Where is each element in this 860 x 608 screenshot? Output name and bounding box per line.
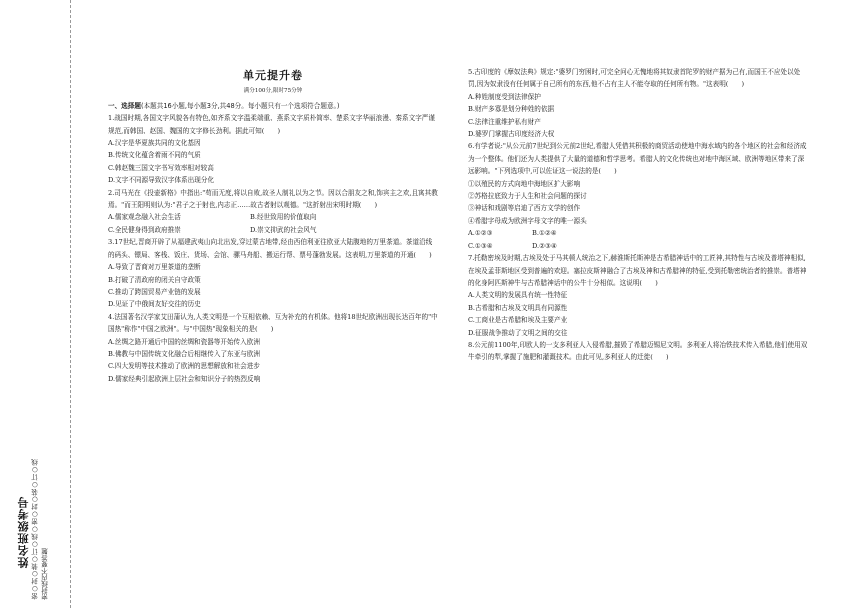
- question-3: [108, 236, 438, 310]
- options-row: [468, 227, 808, 239]
- question-stem: 7.托勒密埃及时期,古埃及处于马其顿人统治之下,赫淮斯托斯神是古希腊神话中的工匠神,其特性与古埃及普塔神相似,在埃及孟菲斯地区受到普遍的欢迎。塞拉皮斯神融合了古埃及神和古希腊神的特征,受到托勒密统治者的推崇。普塔神的化身阿匹斯神牛与古希腊神话中的公牛十分相似。这说明( ): [468, 254, 807, 287]
- option-a: A.①②③: [468, 229, 493, 238]
- option-d: D.文字不同源导致汉字体系出现分化: [108, 176, 215, 185]
- option-c: C.四大发明等技术推动了欧洲的思想解放和社会进步: [108, 362, 260, 371]
- question-stem: 3.17世纪,晋商开辟了从福建武夷山向北出发,穿过蒙古地带,经由西伯利亚往欧亚大陆腹地的万里茶道。茶道沿线的码头、镖局、客栈、饭庄、货场、会馆、骡马舟船、搬运行帮、票号蓬勃发展。这表明,万里茶道的开通( ): [108, 238, 433, 259]
- right-column: [468, 66, 808, 364]
- question-8: [468, 339, 808, 364]
- option-d: D.征服战争推动了文明之间的交往: [468, 328, 568, 337]
- option-a: A.汉字是华夏族共同的文化基因: [108, 139, 201, 148]
- question-4: [108, 311, 438, 385]
- option-c: C.①③④: [468, 241, 493, 250]
- option-a: A.人类文明的发展具有统一性特征: [468, 291, 568, 300]
- option-b: B.传统文化蕴含着雨不同的气质: [108, 151, 201, 160]
- option-b: B.打破了清政府的闭关自守政策: [108, 275, 201, 284]
- statement-3: ③神话和戏剧等启迪了西方文学的创作: [468, 204, 581, 213]
- option-b: B.经世致用的价值取向: [250, 213, 317, 222]
- name-class-id-label: 姓名班级考号: [17, 496, 30, 568]
- left-column: [108, 66, 438, 385]
- statement-2: ②苏格拉底致力于人生和社会问题的探讨: [468, 192, 587, 201]
- section-note: (本题共16小题,每小题3分,共48分。每小题只有一个选项符合题意。): [140, 101, 340, 110]
- statement-1: ①以殖民的方式向地中海地区扩大影响: [468, 179, 581, 188]
- question-stem: 4.法国著名汉学家艾田蒲认为,人类文明是一个互相依赖、互为补充的有机体。他将18世纪欧洲出现长达百年的"中国热"称作"中国之欧洲"。与"中国热"现象相关的是( ): [108, 312, 438, 334]
- seal-line-text: 密○封○装○订○线○密○封○装○订○线: [31, 459, 39, 600]
- option-a: A.导致了晋商对万里茶道的垄断: [108, 263, 201, 272]
- question-stem: 6.有学者说:"从公元前7世纪到公元前2世纪,希腊人凭借其积极的商贸活动使地中海水域内的各个地区的社会和经济成为一个整体。他们还为人类提供了大量的道德和哲学思考。希腊人的文化传统也对地中海区域、欧洲等地区带来了深远影响。"下列选项中,可以佐证这一说法的是( ): [468, 142, 807, 176]
- question-6: [468, 140, 808, 252]
- option-a: A.种姓制度受到法律保护: [468, 92, 541, 101]
- options-row: [108, 211, 438, 223]
- question-stem: 8.公元前1100年,印欧人的一支多利亚人入侵希腊,摧毁了希腊迈锡尼文明。多利亚人将冶铁技术传入希腊,他们使用双牛牵引的犁,掌握了施肥和灌溉技术。由此可见,多利亚人的迁徙( ): [468, 340, 808, 362]
- option-b: B.古希腊和古埃及文明具有同源性: [468, 303, 568, 312]
- option-d: D.婆罗门掌握古印度经济大权: [468, 130, 555, 139]
- question-7: [468, 252, 808, 339]
- option-a: A.丝绸之路开通后中国的丝绸和瓷器等开始传入欧洲: [108, 337, 260, 346]
- question-stem: 2.司马光在《投壶新格》中指出:"苟而无度,将以自败,故圣人制礼以为之节。因以合朋友之和,饰宾主之欢,且寓其教焉。"而王阳明则认为:"君子之于射也,内志正……故古者射以观德。"这折射出宋明时期( ): [108, 188, 438, 210]
- option-b: B.佛教与中国传统文化融合后相继传入了东亚与欧洲: [108, 349, 261, 358]
- question-stem: 5.古印度的《摩奴法典》规定:"婆罗门穷困时,可完全问心无愧地将其奴隶首陀罗的财产据为己有,而国王不应处以处罚,因为奴隶没有任何属于自己所有的东西,他不占有主人不能夺取的任何所有物。"这表明( ): [468, 68, 801, 89]
- option-c: C.法律注重维护私有财产: [468, 117, 541, 126]
- question-stem: 1.战国时期,各国文字风貌各有特色,如齐系文字温柔端重、燕系文字质朴简率、楚系文字华丽浪漫、秦系文字严谨规范,而韩国、赵国、魏国的文字修长劲利。据此可知( ): [108, 114, 435, 135]
- statement-4: ④希腊字母成为欧洲字母文字的唯一源头: [468, 216, 587, 225]
- option-b: B.①②④: [532, 229, 557, 238]
- section-title: 一、选择题: [108, 101, 141, 110]
- option-d: D.崇文抑武的社会风气: [250, 225, 317, 234]
- binding-margin: [0, 0, 48, 608]
- option-d: D.②③④: [532, 241, 557, 250]
- option-b: B.财产多寡是划分种姓的依据: [468, 105, 555, 114]
- option-c: C.工商业是古希腊和埃及主要产业: [468, 316, 568, 325]
- page-title: 单元提升卷: [243, 69, 303, 82]
- option-d: D.见证了中俄间友好交往的历史: [108, 300, 201, 309]
- option-c: C.推动了跨国贸易产业链的发展: [108, 287, 201, 296]
- option-c: C.韩赵魏三国文字书写效率相对较高: [108, 163, 214, 172]
- option-a: A.儒家观念融入社会生活: [108, 213, 181, 222]
- section-heading: [108, 100, 438, 112]
- option-c: C.全民健身得到政府推崇: [108, 225, 181, 234]
- option-d: D.儒家经典引起欧洲上层社会和知识分子的热烈反响: [108, 374, 261, 383]
- options-row: [108, 224, 438, 236]
- seal-warning-text: 密封线内不要答题: [41, 548, 49, 600]
- question-1: [108, 112, 438, 186]
- options-row: [468, 240, 808, 252]
- question-2: [108, 187, 438, 237]
- score-time-note: 满分100分,限时75分钟: [243, 88, 303, 95]
- seal-dashed-line: [70, 0, 71, 608]
- question-5: [468, 66, 808, 140]
